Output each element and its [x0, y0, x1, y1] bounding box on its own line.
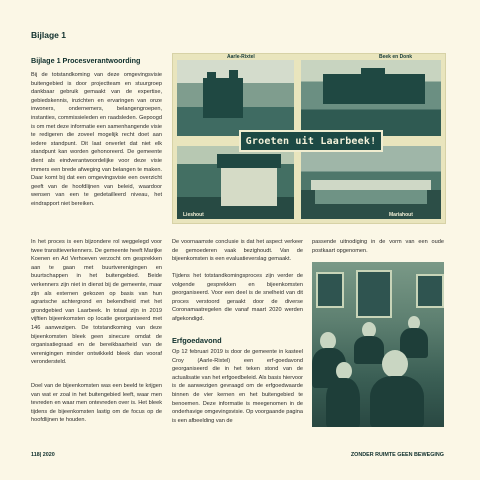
section-heading: Bijlage 1 Procesverantwoording	[31, 56, 141, 65]
postcard-panel-townhall	[301, 60, 441, 136]
postcard-banner: Groeten uit Laarbeek!	[239, 130, 383, 152]
footer-slogan: ZONDER RUIMTE GEEN BEWEGING	[350, 452, 444, 458]
postcard-label-beek-en-donk: Beek en Donk	[379, 54, 413, 60]
erfgoedavond-paragraph: Op 12 februari 2019 is door de gemeente in kasteel Croy (Aarle-Rixtel) een erf-goedavond georganiseerd die in het teken stond van de actualisatie van het erfgoedbeleid. Als basis hiervoor is de aanwezigen gevraagd om de erfgoedwaarde binnen de vier kernen en het buitengebied te benoemen. Deze informatie is meegenomen in de onderhavige omgevingsvisie. Op voorgaande pagina is een afbeelding van de	[172, 349, 303, 424]
uitnodiging-paragraph: passende uitnodiging in de vorm van een oude postkaart opgenomen.	[312, 239, 444, 254]
postcard-panel-house	[177, 146, 294, 219]
page-number: 118| 2020	[31, 452, 55, 458]
doel-paragraph: Doel van de bijeenkomsten was een beeld te krijgen van wat er zoal in het buitengebied leeft, waar men tevreden en waar men ontevreden over is. Het bleek tijdens de bijeenkomsten lastig om de focus op de hoofdlijnen te houden.	[31, 383, 162, 424]
conclusie-paragraph: De voornaamste conclusie is dat het aspect verkeer de gemoederen vaak bezighoudt. Van de bijeenkomsten is een evaluatieverslag gemaakt.	[172, 239, 303, 263]
postcard-image	[172, 53, 446, 224]
intro-paragraph: Bij de totstandkoming van deze omgevingsvisie buitengebied is door projectteam en stuurgroep dankbaar gebruik gemaakt van de expertise, gebiedskennis, inzichten en ervaringen van onze inwoners, ondernemers, belangengroepen, instanties, commissieleden en raadsleden. Gepoogd is om met deze informatie een samenhangende visie te redigeren die zoveel mogelijk recht doet aan iedere standpunt. Dit laat onverlet dat niet elk standpunt kan worden gehonoreerd. De gemeente dient als eindverantwoordelijke voor deze visie immers een brede afweging van belangen te maken. Daar komt bij dat een omgevingsvisie een overzicht geeft van de hoofdlijnen van beleid, waardoor wensen van een te gedetailleerd niveau, het eindrapport niet bereiken.	[31, 72, 162, 207]
postcard-panel-crowd	[301, 146, 441, 219]
page-heading: Bijlage 1	[31, 30, 66, 40]
erfgoedavond-heading: Erfgoedavond	[172, 336, 222, 345]
postcard-label-lieshout: Lieshout	[183, 212, 204, 218]
postcard-label-mariahout: Mariahout	[389, 212, 413, 218]
verkenners-paragraph: In het proces is een bijzondere rol weggelegd voor twee transitieverkenners. De gemeente heeft Marijke Koenen en Ad Verhoeven verzocht om gesprekken aan te gaan met buurtverenigingen en buurtschappen in het buitengebied. Beide verkenners zijn niet in dienst bij de gemeente, maar zijn als externen gekozen op basis van hun agrarische achtergrond en bekendheid met het grondgebied van Laarbeek. In totaal zijn in 2019 vijftien bijeenkomsten op locatie georganiseerd met 146 aanwezigen. De totstandkoming van deze bijeenkomsten bleek geen sinecure omdat de organisatiegraad en de bereikbaarheid van de verenigingen minder ontwikkeld bleek dan vooraf verondersteld.	[31, 239, 162, 366]
meeting-photo	[312, 262, 444, 427]
postcard-label-aarle-rixtel: Aarle-Rixtel	[227, 54, 255, 60]
proces-paragraph: Tijdens het totstandkomingsproces zijn verder de volgende gesprekken en bijeenkomsten georganiseerd. Voor een deel is de snelheid van dit proces verstoord geraakt door de diverse Coronamaatregelen die vanaf maart 2020 werden afgekondigd.	[172, 273, 303, 322]
postcard-panel-castle	[177, 60, 294, 136]
